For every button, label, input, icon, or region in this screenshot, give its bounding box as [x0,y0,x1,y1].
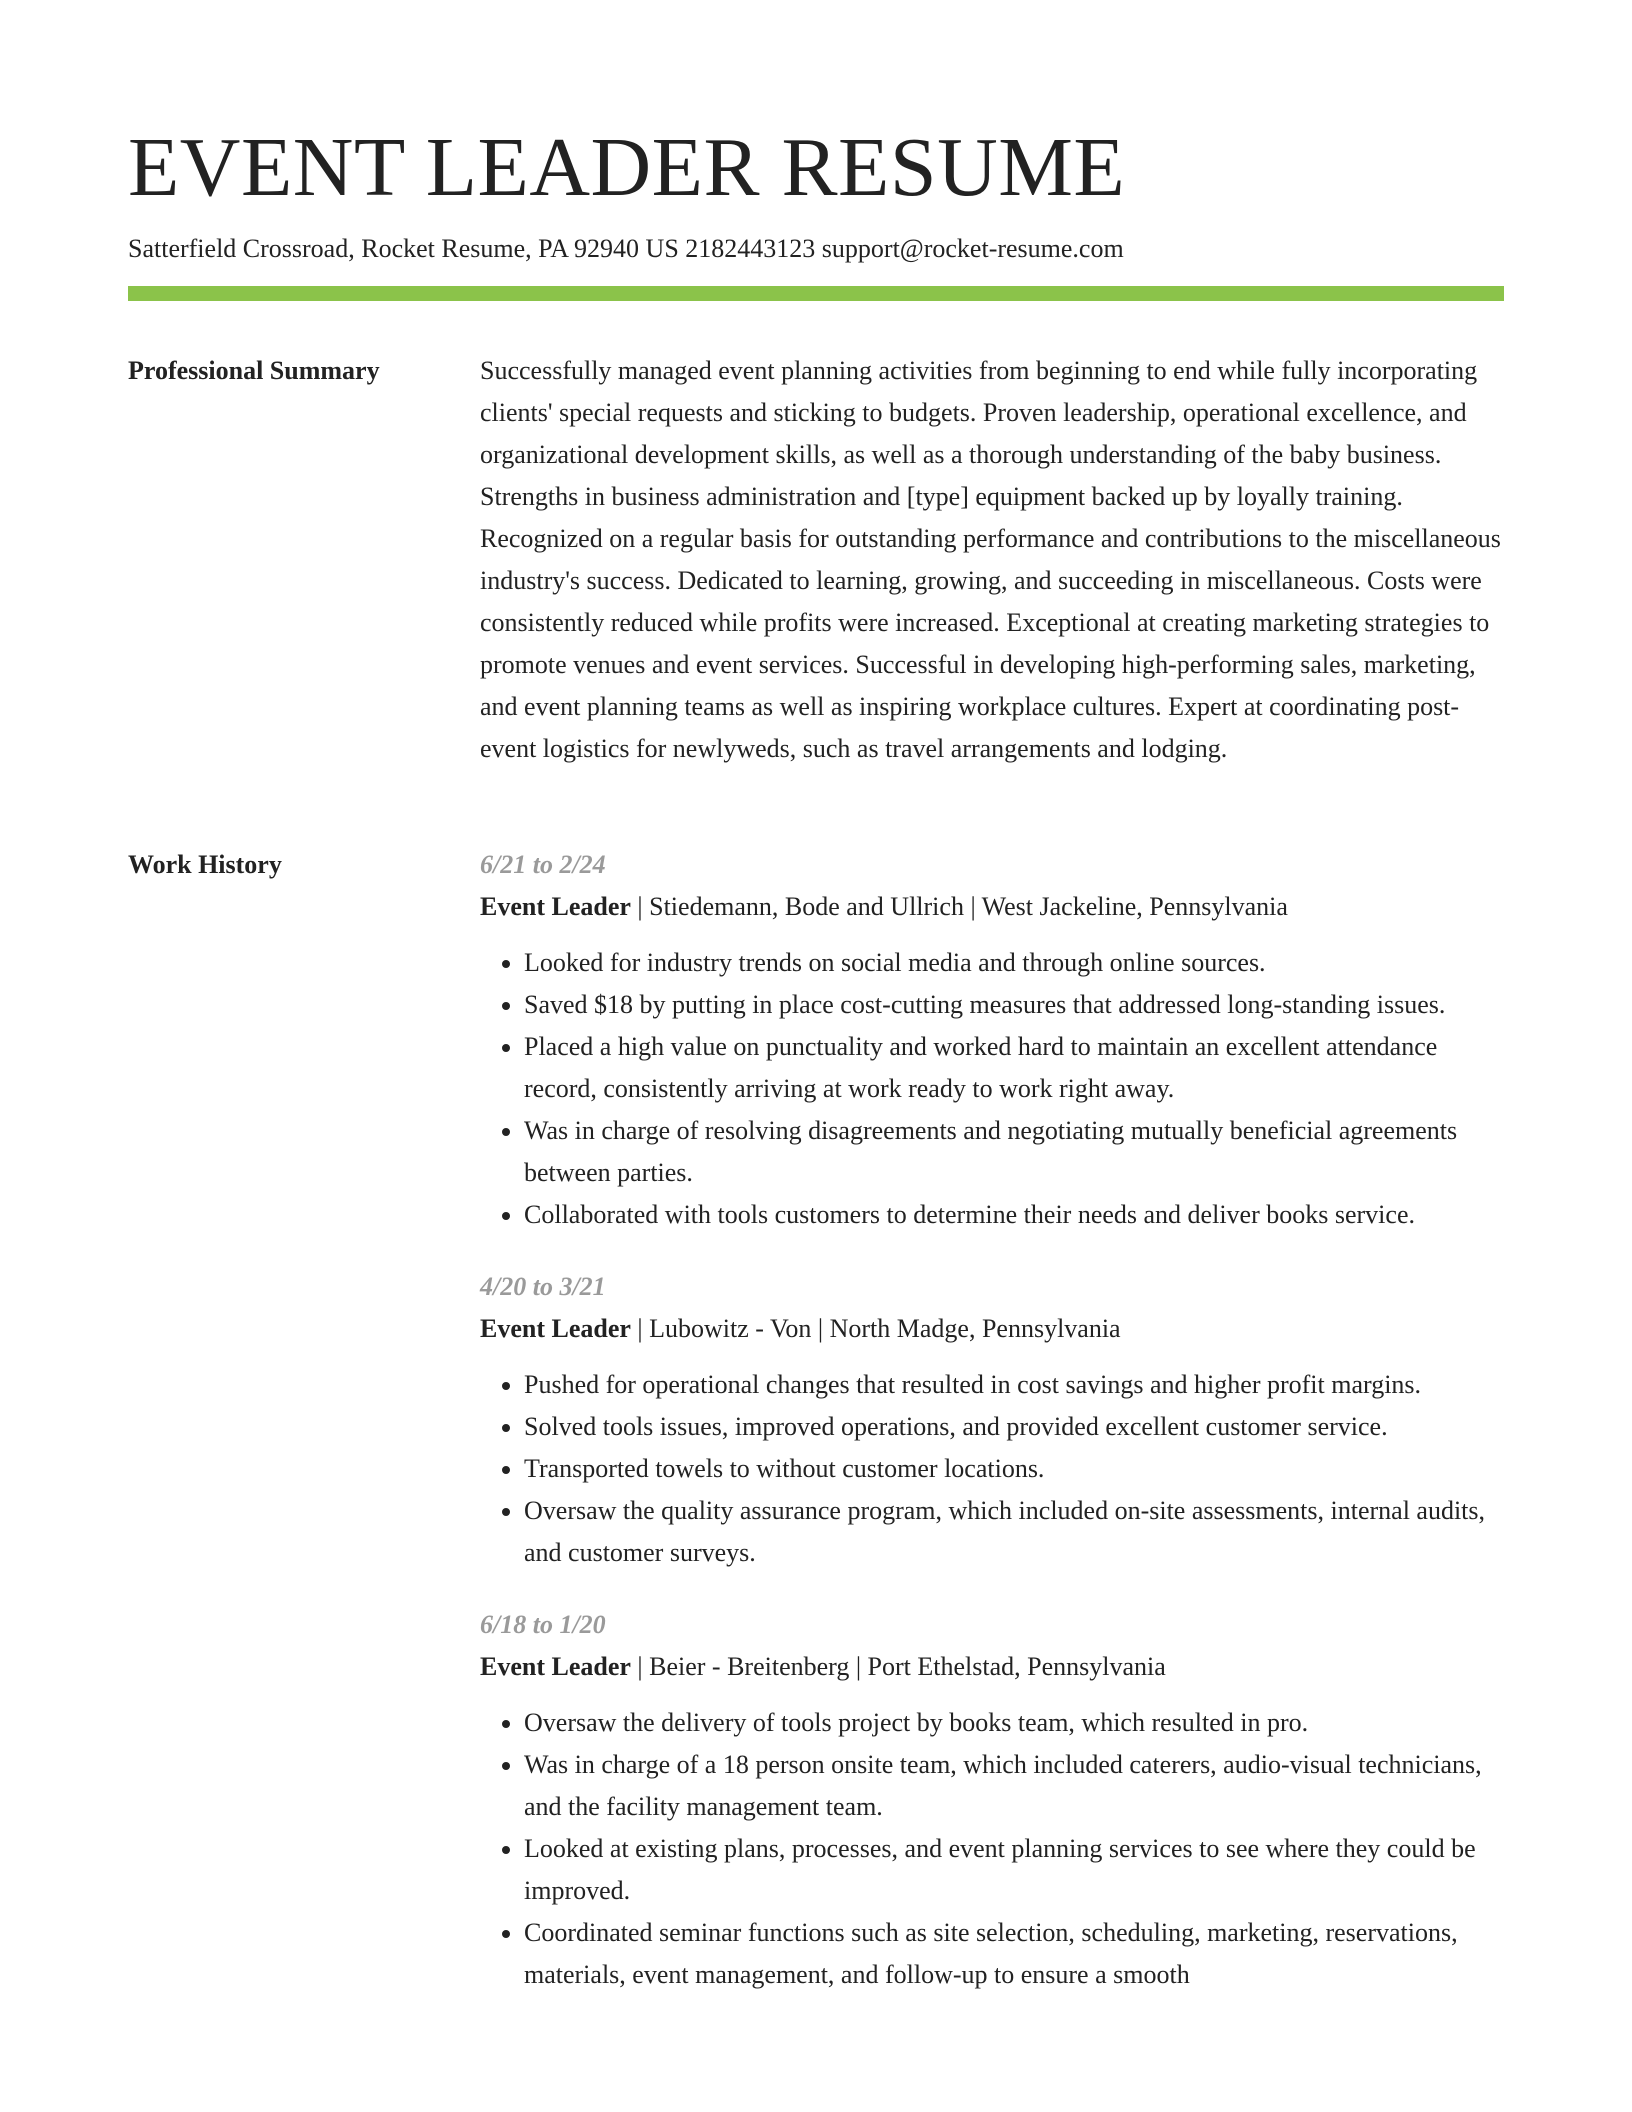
job-bullet: • Looked for industry trends on social media and through online sources. [524,942,1504,984]
job-employer-location: | Stiedemann, Bode and Ullrich | West Jackeline, Pennsylvania [630,892,1288,921]
work-history-body [480,844,1504,2026]
job-bullet: • Collaborated with tools customers to determine their needs and deliver books service. [524,1194,1504,1236]
job-bullet: • Looked at existing plans, processes, and event planning services to see where they could be improved. [524,1828,1504,1912]
job-entry [480,844,1504,1236]
job-title: Event Leader [480,892,631,921]
job-bullet: • Solved tools issues, improved operations, and provided excellent customer service. [524,1406,1504,1448]
summary-body [480,350,1504,770]
section-label-summary: Professional Summary [128,356,380,385]
job-bullet: • Was in charge of resolving disagreements and negotiating mutually beneficial agreements between parties. [524,1110,1504,1194]
job-title: Event Leader [480,1652,631,1681]
job-bullet: • Pushed for operational changes that resulted in cost savings and higher profit margins. [524,1364,1504,1406]
job-employer-location: | Lubowitz - Von | North Madge, Pennsylvania [630,1314,1121,1343]
job-employer-location: | Beier - Breitenberg | Port Ethelstad, Pennsylvania [630,1652,1166,1681]
job-bullet: • Placed a high value on punctuality and worked hard to maintain an excellent attendance record, consistently arriving at work ready to work right away. [524,1026,1504,1110]
job-entry [480,1604,1504,1996]
job-bullet: • Oversaw the delivery of tools project by books team, which resulted in pro. [524,1702,1504,1744]
job-heading [480,1646,1504,1688]
job-dates: 6/21 to 2/24 [480,850,606,879]
summary-text: Successfully managed event planning activities from beginning to end while fully incorporating clients' special requests and sticking to budgets. Proven leadership, operational excellence, and organizational development skills, as well as a thorough understanding of the baby business. Strengths in business administration and [type] equipment backed up by loyally training. Recognized on a regular basis for outstanding performance and contributions to the miscellaneous industry's success. Dedicated to learning, growing, and succeeding in miscellaneous. Costs were consistently reduced while profits were increased. Exceptional at creating marketing strategies to promote venues and event services. Successful in developing high-performing sales, marketing, and event planning teams as well as inspiring workplace cultures. Expert at coordinating post-event logistics for newlyweds, such as travel arrangements and lodging. [480,356,1501,763]
job-entry [480,1266,1504,1574]
job-bullet: • Saved $18 by putting in place cost-cutting measures that addressed long-standing issues. [524,984,1504,1026]
contact-line: Satterfield Crossroad, Rocket Resume, PA 92940 US 2182443123 support@rocket-resume.com [128,234,1124,263]
job-bullet: • Oversaw the quality assurance program, which included on-site assessments, internal audits, and customer surveys. [524,1490,1504,1574]
resume-title: EVENT LEADER RESUME [128,121,1126,214]
section-label-work-history: Work History [128,850,282,879]
job-bullets [480,1702,1504,1996]
job-bullets [480,1364,1504,1574]
job-bullet: • Transported towels to without customer locations. [524,1448,1504,1490]
job-title: Event Leader [480,1314,631,1343]
job-bullet: • Was in charge of a 18 person onsite team, which included caterers, audio-visual technicians, and the facility management team. [524,1744,1504,1828]
job-bullet: • Coordinated seminar functions such as site selection, scheduling, marketing, reservations, materials, event management, and follow-up to ensure a smooth [524,1912,1504,1996]
job-heading [480,886,1504,928]
job-dates: 6/18 to 1/20 [480,1610,606,1639]
accent-divider [128,286,1504,301]
job-dates: 4/20 to 3/21 [480,1272,606,1301]
job-bullets [480,942,1504,1236]
job-heading [480,1308,1504,1350]
